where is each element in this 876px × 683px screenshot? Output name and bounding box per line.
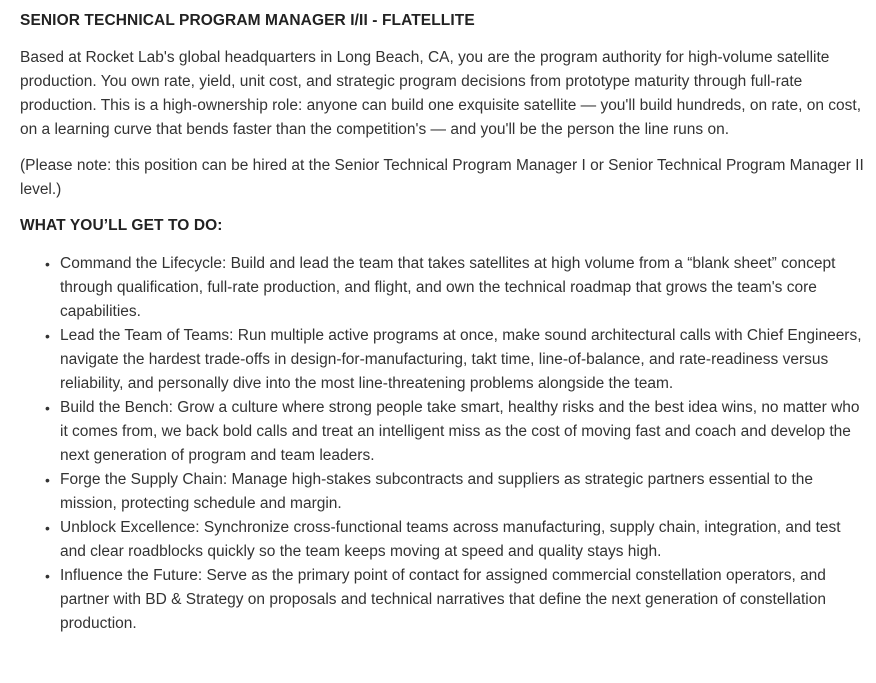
bullet-icon: • <box>45 256 50 272</box>
intro-paragraph: Based at Rocket Lab's global headquarters in Long Beach, CA, you are the program authority for high-volume satellite production. You own rate, yield, unit cost, and strategic program decisions from prototype maturity through full-rate production. This is a high-ownership role: anyone can build one exquisite satellite — you'll build hundreds, on rate, on cost, on a learning curve that bends faster than the competition's — and you'll be the person the line runs on. <box>20 49 862 138</box>
list-item <box>45 324 868 396</box>
bullet-icon: • <box>45 568 50 584</box>
list-item-text: Build the Bench: Grow a culture where strong people take smart, healthy risks and the best idea wins, no matter who it comes from, we back bold calls and treat an intelligent miss as the cost of moving fast and coach and develop the next generation of program and team leaders. <box>60 399 860 464</box>
bullet-icon: • <box>45 328 50 344</box>
bullet-icon: • <box>45 472 50 488</box>
list-item-text: Forge the Supply Chain: Manage high-stakes subcontracts and suppliers as strategic partners essential to the mission, protecting schedule and margin. <box>60 471 814 512</box>
list-item <box>45 252 868 324</box>
list-item-text: Unblock Excellence: Synchronize cross-functional teams across manufacturing, supply chain, integration, and test and clear roadblocks quickly so the team keeps moving at speed and quality stays high. <box>60 519 841 560</box>
list-item-text: Lead the Team of Teams: Run multiple active programs at once, make sound architectural calls with Chief Engineers, navigate the hardest trade-offs in design-for-manufacturing, takt time, line-of-balance, and rate-readiness versus reliability, and personally dive into the most line-threatening problems alongside the team. <box>60 327 862 392</box>
list-item-text: Command the Lifecycle: Build and lead the team that takes satellites at high volume from a “blank sheet” concept through qualification, full-rate production, and flight, and own the technical roadmap that grows the team's core capabilities. <box>60 255 836 320</box>
bullet-icon: • <box>45 400 50 416</box>
list-item <box>45 516 868 564</box>
section-heading: WHAT YOU’LL GET TO DO: <box>20 217 223 234</box>
job-title: SENIOR TECHNICAL PROGRAM MANAGER I/II - FLATELLITE <box>20 12 475 29</box>
list-item-text: Influence the Future: Serve as the primary point of contact for assigned commercial constellation operators, and partner with BD & Strategy on proposals and technical narratives that define the next generation of constellation production. <box>60 567 826 632</box>
duties-list <box>20 252 868 636</box>
list-item <box>45 468 868 516</box>
list-item <box>45 564 868 636</box>
bullet-icon: • <box>45 520 50 536</box>
level-note: (Please note: this position can be hired at the Senior Technical Program Manager I or Senior Technical Program Manager II level.) <box>20 157 864 198</box>
list-item <box>45 396 868 468</box>
